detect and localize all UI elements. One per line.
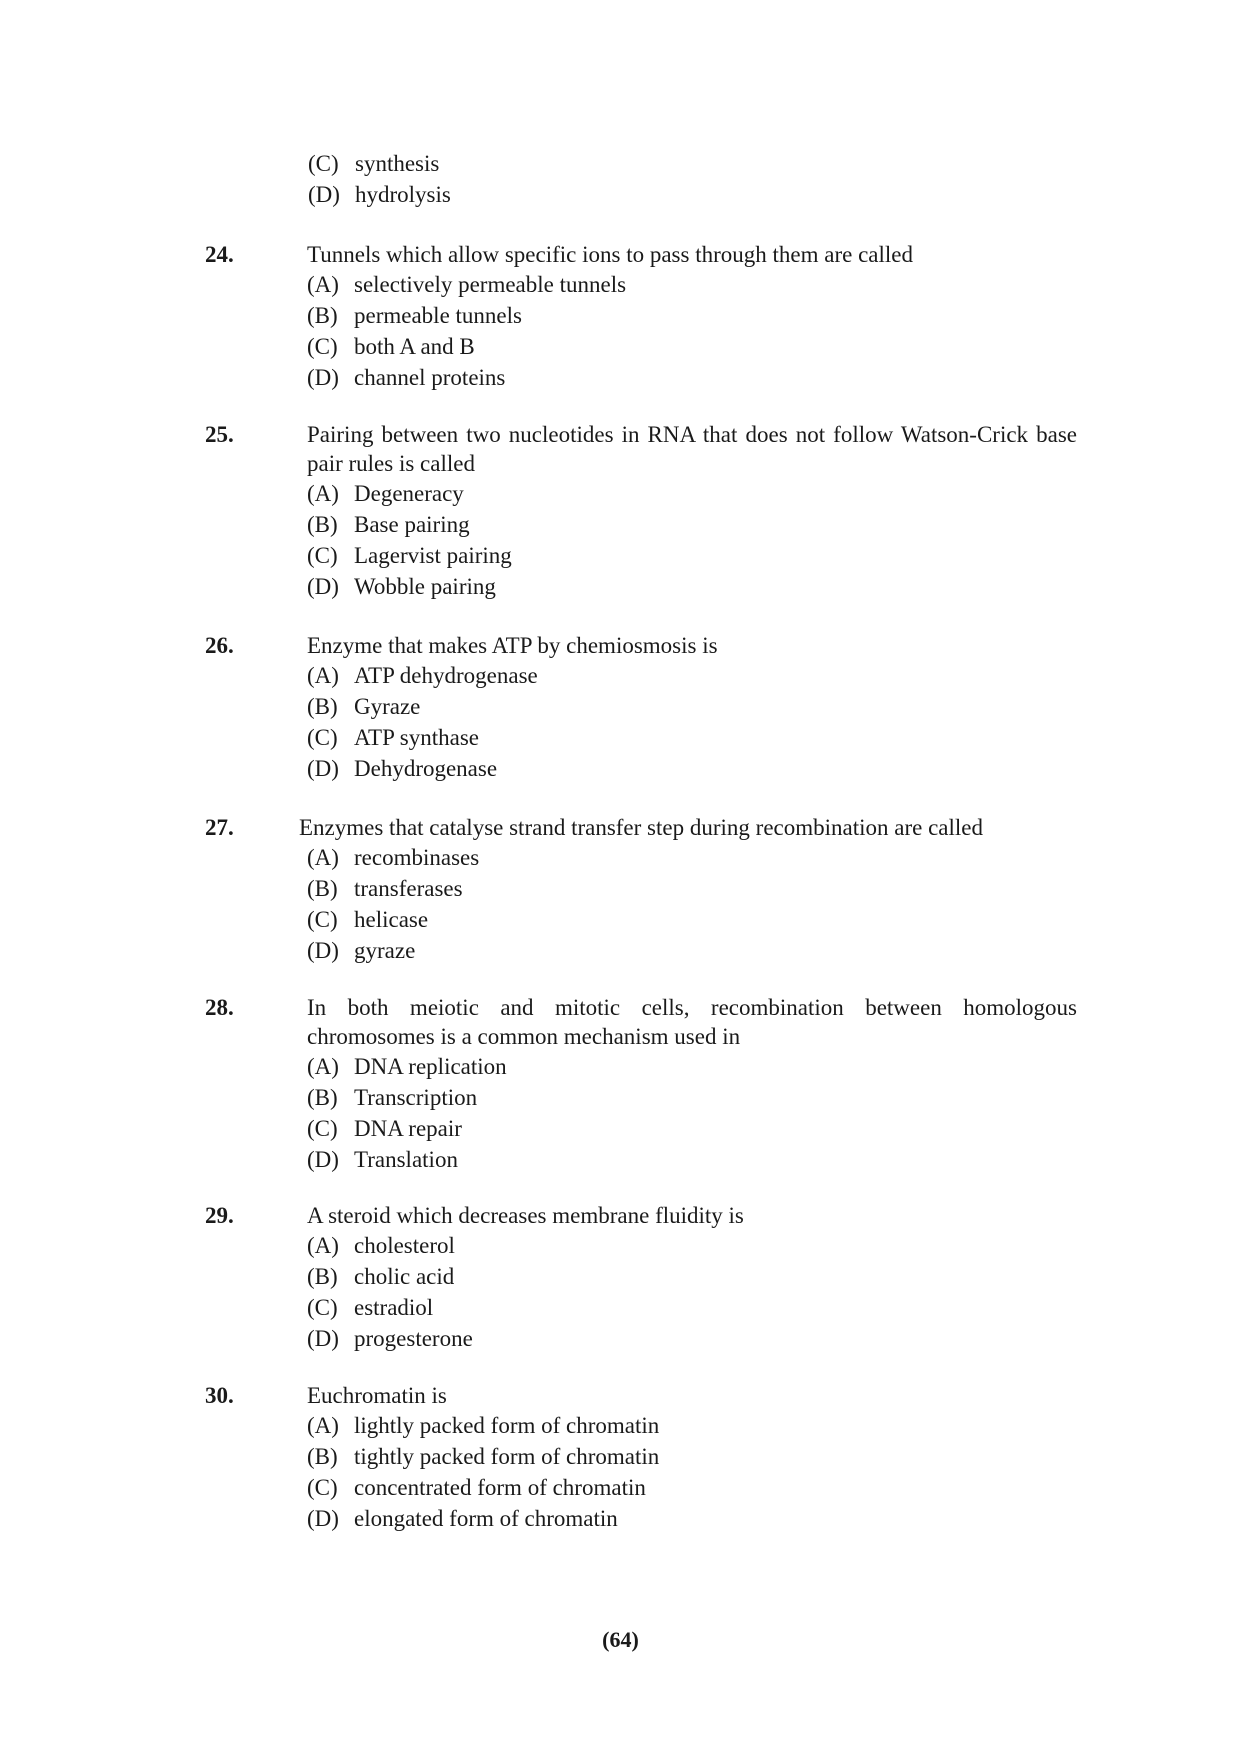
option-text: tightly packed form of chromatin <box>354 1444 660 1469</box>
question-text: A steroid which decreases membrane fluidity is <box>307 1203 744 1228</box>
question-body <box>307 993 1077 1175</box>
option-c <box>307 1472 1077 1503</box>
option-letter: (D) <box>307 756 339 781</box>
question-body <box>307 631 1077 784</box>
question-text: Enzymes that catalyse strand transfer step during recombination are called <box>299 815 983 840</box>
question-number: 30. <box>205 1383 234 1408</box>
option-a <box>307 1410 1077 1441</box>
option-letter: (A) <box>307 272 339 297</box>
option-c <box>307 1292 1077 1323</box>
option-list <box>307 269 1077 393</box>
option-text: ATP synthase <box>354 725 480 750</box>
question-body <box>307 1201 1077 1354</box>
option-letter: (A) <box>307 1233 339 1258</box>
option-text: DNA repair <box>354 1116 462 1141</box>
option-d <box>307 1503 1077 1534</box>
option-b <box>307 1441 1077 1472</box>
option-letter: (B) <box>307 1264 338 1289</box>
option-text: concentrated form of chromatin <box>354 1475 646 1500</box>
option-a <box>307 1051 1077 1082</box>
option-b <box>307 1082 1077 1113</box>
question-text: Enzyme that makes ATP by chemiosmosis is <box>307 633 718 658</box>
option-d <box>307 753 1077 784</box>
question-number: 25. <box>205 422 234 447</box>
option-list <box>307 842 1069 966</box>
option-letter: (D) <box>307 1326 339 1351</box>
option-d <box>307 362 1077 393</box>
option-list <box>307 1230 1077 1354</box>
question-text: In both meiotic and mitotic cells, recombination between homologous chromosomes is a common mechanism used in <box>307 995 1077 1049</box>
option-c <box>308 148 1088 179</box>
question-number: 29. <box>205 1203 234 1228</box>
option-letter: (C) <box>307 334 338 359</box>
option-text: channel proteins <box>354 365 506 390</box>
option-text: lightly packed form of chromatin <box>354 1413 660 1438</box>
option-letter: (C) <box>307 1295 338 1320</box>
question-number: 24. <box>205 242 234 267</box>
option-d <box>308 179 1088 210</box>
option-list <box>307 1051 1077 1175</box>
option-letter: (A) <box>307 663 339 688</box>
option-c <box>307 540 1077 571</box>
option-letter: (A) <box>307 845 339 870</box>
question-23-continuation <box>308 148 1088 210</box>
option-a <box>307 660 1077 691</box>
option-letter: (C) <box>307 725 338 750</box>
option-text: elongated form of chromatin <box>354 1506 618 1531</box>
option-letter: (B) <box>307 876 338 901</box>
option-text: gyraze <box>354 938 416 963</box>
option-text: ATP dehydrogenase <box>354 663 538 688</box>
option-letter: (D) <box>308 182 340 207</box>
option-letter: (C) <box>307 543 338 568</box>
option-letter: (A) <box>307 1054 339 1079</box>
option-letter: (B) <box>307 694 338 719</box>
option-text: Dehydrogenase <box>354 756 498 781</box>
option-text: Degeneracy <box>354 481 464 506</box>
option-letter: (B) <box>307 1444 338 1469</box>
option-b <box>307 873 1069 904</box>
option-d <box>307 935 1069 966</box>
option-b <box>307 300 1077 331</box>
option-text: Transcription <box>354 1085 478 1110</box>
question-number: 28. <box>205 995 234 1020</box>
option-text: progesterone <box>354 1326 473 1351</box>
option-b <box>307 691 1077 722</box>
option-c <box>307 331 1077 362</box>
option-text: cholesterol <box>354 1233 455 1258</box>
option-letter: (D) <box>307 1506 339 1531</box>
option-a <box>307 842 1069 873</box>
option-text: permeable tunnels <box>354 303 522 328</box>
option-list <box>308 148 1088 210</box>
question-body <box>307 1381 1077 1534</box>
question-text: Pairing between two nucleotides in RNA that does not follow Watson-Crick base pair rules is called <box>307 422 1077 476</box>
option-text: Gyraze <box>354 694 421 719</box>
question-body <box>307 420 1077 602</box>
option-letter: (B) <box>307 1085 338 1110</box>
option-text: cholic acid <box>354 1264 455 1289</box>
question-body <box>307 240 1077 393</box>
option-b <box>307 509 1077 540</box>
option-letter: (D) <box>307 938 339 963</box>
option-text: Translation <box>354 1147 458 1172</box>
option-text: synthesis <box>355 151 440 176</box>
option-b <box>307 1261 1077 1292</box>
option-text: recombinases <box>354 845 480 870</box>
option-list <box>307 1410 1077 1534</box>
option-text: selectively permeable tunnels <box>354 272 627 297</box>
option-letter: (D) <box>307 574 339 599</box>
option-a <box>307 269 1077 300</box>
option-text: hydrolysis <box>355 182 451 207</box>
option-letter: (A) <box>307 1413 339 1438</box>
option-c <box>307 904 1069 935</box>
question-body <box>299 813 1069 966</box>
option-letter: (C) <box>307 1475 338 1500</box>
option-letter: (C) <box>307 907 338 932</box>
question-number: 26. <box>205 633 234 658</box>
option-text: transferases <box>354 876 463 901</box>
option-d <box>307 1144 1077 1175</box>
question-text: Tunnels which allow specific ions to pass through them are called <box>307 242 913 267</box>
option-text: Wobble pairing <box>354 574 496 599</box>
option-letter: (D) <box>307 1147 339 1172</box>
option-text: helicase <box>354 907 429 932</box>
question-number: 27. <box>205 815 234 840</box>
option-text: DNA replication <box>354 1054 507 1079</box>
option-letter: (C) <box>307 1116 338 1141</box>
option-letter: (B) <box>307 512 338 537</box>
option-letter: (A) <box>307 481 339 506</box>
option-text: Lagervist pairing <box>354 543 512 568</box>
option-letter: (C) <box>308 151 339 176</box>
option-list <box>307 660 1077 784</box>
option-letter: (B) <box>307 303 338 328</box>
option-text: both A and B <box>354 334 475 359</box>
option-d <box>307 571 1077 602</box>
option-a <box>307 478 1077 509</box>
option-text: Base pairing <box>354 512 470 537</box>
question-text: Euchromatin is <box>307 1383 447 1408</box>
option-c <box>307 1113 1077 1144</box>
option-text: estradiol <box>354 1295 434 1320</box>
option-list <box>307 478 1077 602</box>
option-letter: (D) <box>307 365 339 390</box>
option-d <box>307 1323 1077 1354</box>
page-number: (64) <box>602 1627 639 1652</box>
option-c <box>307 722 1077 753</box>
option-a <box>307 1230 1077 1261</box>
